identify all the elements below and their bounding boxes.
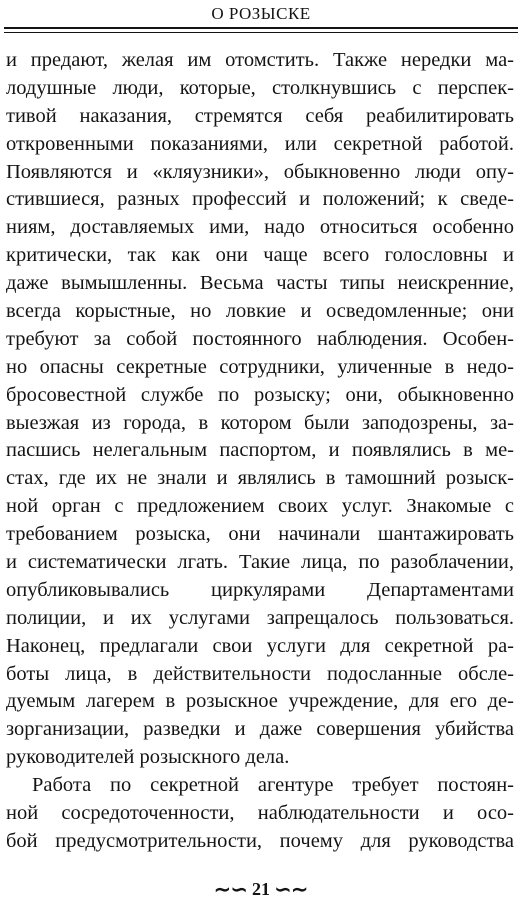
text-line: требуют за собой постоянного наблюдения. Особен-	[6, 327, 514, 350]
text-line: бой предусмотрительности, почему для руководства	[6, 829, 514, 852]
text-line: критически, так как они чаще всего голословны и	[6, 244, 514, 267]
page-footer	[0, 877, 522, 902]
ornament-right-icon: ∽∼	[274, 879, 309, 901]
text-line: полиции, и их услугами запрещалось пользоваться.	[6, 606, 514, 629]
ornament-left-icon: ∼∽	[213, 879, 248, 901]
text-line: ной орган с предложением своих услуг. Знакомые с	[6, 495, 514, 518]
text-line: ной сосредоточенности, наблюдательности и осо-	[6, 802, 514, 825]
text-line: зорганизации, разведки и даже совершения убийства	[6, 718, 514, 741]
text-line: боты лица, в действительности подосланные обсле-	[6, 662, 514, 685]
text-line: но опасны секретные сотрудники, уличенные в недо-	[6, 355, 514, 378]
text-line: лодушные люди, которые, столкнувшись с перспек-	[6, 76, 514, 99]
text-line: и предают, желая им отомстить. Также нередки ма-	[6, 49, 514, 71]
text-line: ниям, доставляемых ими, надо относиться особенно	[6, 216, 514, 239]
text-line: Появляются и «кляузники», обыкновенно люди опу-	[6, 160, 514, 183]
text-line: стившиеся, разных профессий и положений; к сведе-	[6, 188, 514, 211]
text-line: стах, где их не знали и являлись в тамошний розыск-	[6, 467, 514, 490]
page-number: 21	[252, 879, 270, 899]
text-line: бросовестной службе по розыску; они, обыкновенно	[6, 383, 514, 406]
text-line: требованием розыска, они начинали шантажировать	[6, 523, 514, 546]
text-line: опубликовывались циркулярами Департаментами	[6, 578, 514, 601]
text-line: пасшись нелегальным паспортом, и появлялись в ме-	[6, 439, 514, 462]
text-line: всегда корыстные, но ловкие и осведомленные; они	[6, 300, 514, 323]
text-line: выезжая из города, в котором были заподозрены, за-	[6, 411, 514, 434]
text-line: откровенными показаниями, или секретной работой.	[6, 132, 514, 155]
header-rule-thin	[4, 32, 518, 33]
text-line: Наконец, предлагали свои услуги для секретной ра-	[6, 634, 514, 657]
body-text	[6, 47, 514, 856]
text-line: тивой наказания, стремятся себя реабилитировать	[6, 104, 514, 127]
text-line: руководителей розыскного дела.	[6, 746, 290, 769]
text-line: даже вымышленны. Весьма часты типы неискренние,	[6, 272, 514, 295]
running-header: О РОЗЫСКЕ	[211, 4, 311, 23]
text-line: дуемым лагерем в розыскное учреждение, для его де-	[6, 690, 514, 713]
text-line: Работа по секретной агентуре требует постоян-	[32, 774, 514, 797]
text-line: и систематически лгать. Такие лица, по разоблачении,	[6, 551, 514, 574]
header-rule-thick	[4, 27, 518, 29]
